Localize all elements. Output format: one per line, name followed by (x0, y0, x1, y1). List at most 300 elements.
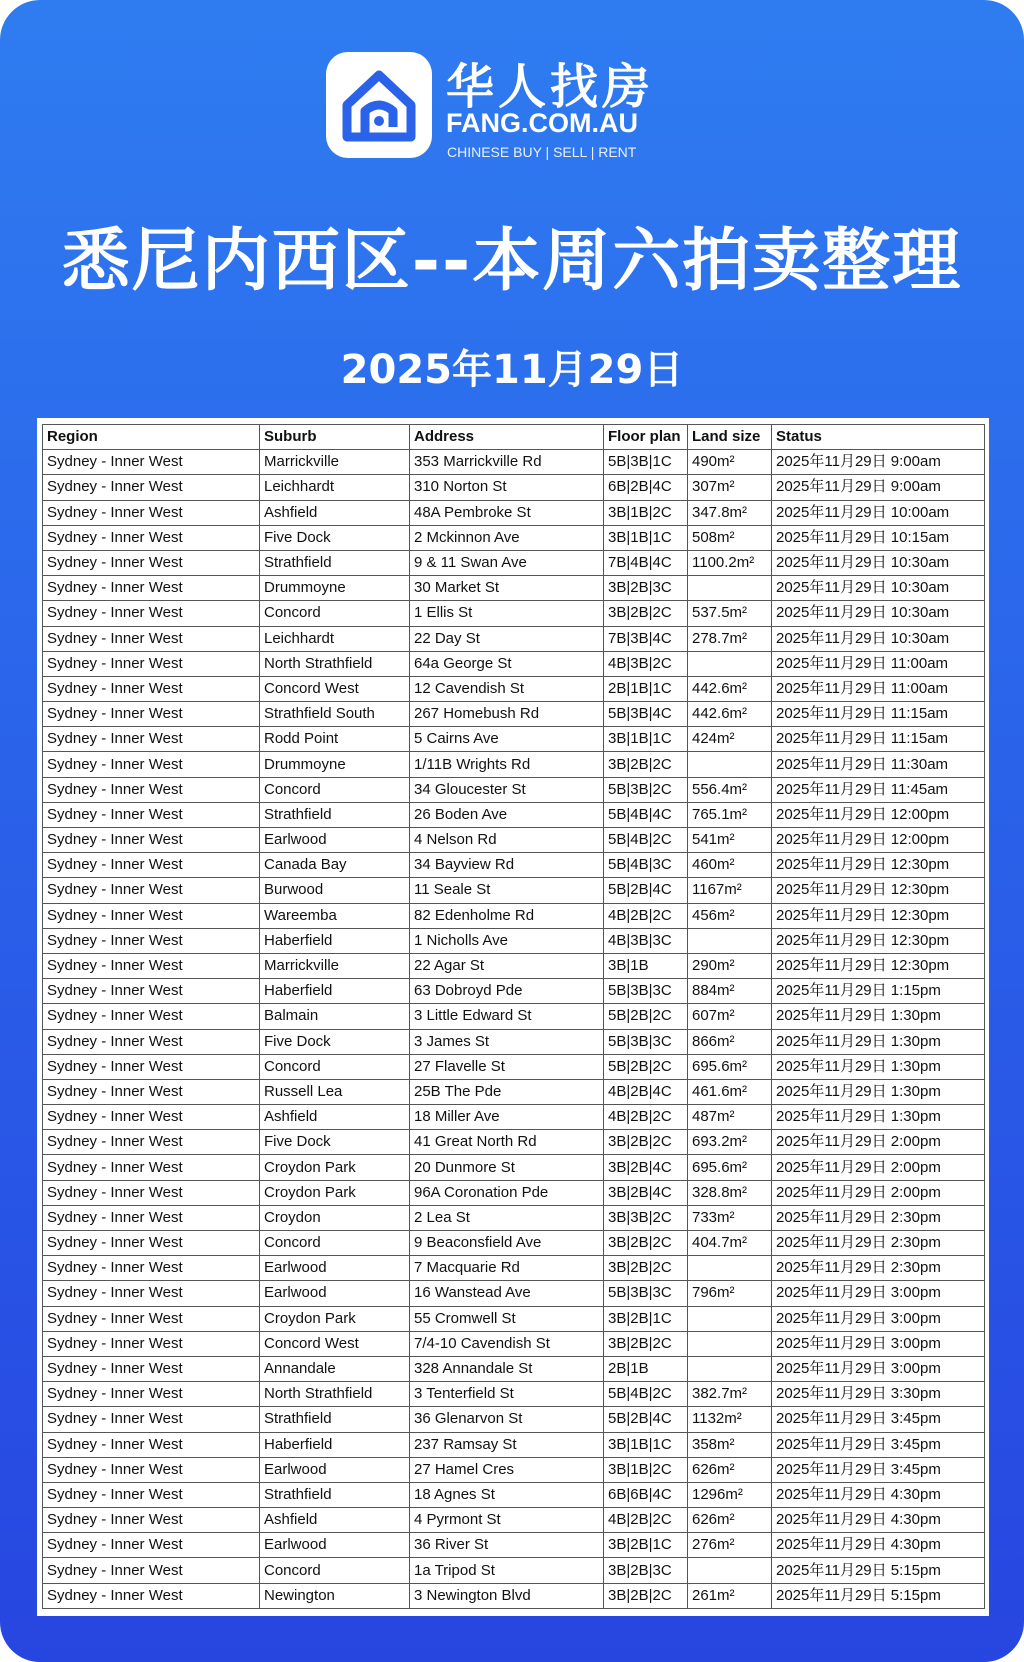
house-logo-icon (326, 52, 432, 158)
table-row (43, 1004, 985, 1029)
cell-land-size: 442.6m² (688, 676, 772, 701)
cell-suburb: Ashfield (260, 1105, 410, 1130)
cell-land-size (688, 1306, 772, 1331)
cell-region: Sydney - Inner West (43, 928, 260, 953)
cell-suburb: Concord (260, 601, 410, 626)
cell-address: 26 Boden Ave (410, 802, 604, 827)
cell-region: Sydney - Inner West (43, 1382, 260, 1407)
cell-region: Sydney - Inner West (43, 550, 260, 575)
table-row (43, 500, 985, 525)
cell-land-size: 460m² (688, 853, 772, 878)
cell-region: Sydney - Inner West (43, 727, 260, 752)
cell-floor-plan: 3B|3B|2C (604, 1205, 688, 1230)
cell-region: Sydney - Inner West (43, 1281, 260, 1306)
cell-address: 328 Annandale St (410, 1356, 604, 1381)
cell-status: 2025年11月29日 3:00pm (772, 1306, 985, 1331)
cell-region: Sydney - Inner West (43, 1155, 260, 1180)
cell-region: Sydney - Inner West (43, 1105, 260, 1130)
table-row (43, 1508, 985, 1533)
cell-land-size: 290m² (688, 953, 772, 978)
cell-land-size: 328.8m² (688, 1180, 772, 1205)
cell-land-size: 884m² (688, 979, 772, 1004)
cell-suburb: Drummoyne (260, 752, 410, 777)
cell-suburb: Marrickville (260, 953, 410, 978)
cell-suburb: Burwood (260, 878, 410, 903)
cell-status: 2025年11月29日 11:00am (772, 651, 985, 676)
cell-region: Sydney - Inner West (43, 1256, 260, 1281)
table-row (43, 1105, 985, 1130)
cell-status: 2025年11月29日 4:30pm (772, 1533, 985, 1558)
cell-region: Sydney - Inner West (43, 903, 260, 928)
cell-address: 20 Dunmore St (410, 1155, 604, 1180)
cell-land-size: 695.6m² (688, 1054, 772, 1079)
brand-tagline: CHINESE BUY | SELL | RENT (447, 144, 637, 160)
cell-region: Sydney - Inner West (43, 702, 260, 727)
cell-address: 27 Flavelle St (410, 1054, 604, 1079)
cell-suburb: Ashfield (260, 500, 410, 525)
table-row (43, 1079, 985, 1104)
table-row (43, 702, 985, 727)
cell-land-size (688, 928, 772, 953)
table-row (43, 1331, 985, 1356)
cell-suburb: Haberfield (260, 928, 410, 953)
table-row (43, 1029, 985, 1054)
cell-suburb: Balmain (260, 1004, 410, 1029)
cell-address: 2 Mckinnon Ave (410, 525, 604, 550)
cell-status: 2025年11月29日 1:30pm (772, 1079, 985, 1104)
cell-suburb: Haberfield (260, 1432, 410, 1457)
table-row (43, 802, 985, 827)
header-address: Address (410, 425, 604, 450)
cell-land-size: 866m² (688, 1029, 772, 1054)
cell-region: Sydney - Inner West (43, 1205, 260, 1230)
cell-region: Sydney - Inner West (43, 1356, 260, 1381)
cell-address: 30 Market St (410, 576, 604, 601)
cell-status: 2025年11月29日 2:00pm (772, 1130, 985, 1155)
cell-suburb: Croydon Park (260, 1155, 410, 1180)
cell-suburb: Concord (260, 777, 410, 802)
cell-suburb: Leichhardt (260, 475, 410, 500)
cell-floor-plan: 3B|2B|4C (604, 1155, 688, 1180)
table-row (43, 853, 985, 878)
cell-status: 2025年11月29日 2:30pm (772, 1231, 985, 1256)
cell-region: Sydney - Inner West (43, 1079, 260, 1104)
cell-suburb: Concord West (260, 1331, 410, 1356)
cell-suburb: Earlwood (260, 1281, 410, 1306)
cell-floor-plan: 3B|2B|2C (604, 1583, 688, 1608)
cell-status: 2025年11月29日 12:00pm (772, 802, 985, 827)
page-date: 2025年11月29日 (340, 347, 684, 393)
table-row (43, 1180, 985, 1205)
cell-region: Sydney - Inner West (43, 1432, 260, 1457)
cell-address: 36 River St (410, 1533, 604, 1558)
cell-suburb: Strathfield (260, 550, 410, 575)
cell-status: 2025年11月29日 10:00am (772, 500, 985, 525)
auction-table (42, 424, 985, 1609)
cell-floor-plan: 3B|2B|3C (604, 1558, 688, 1583)
cell-address: 353 Marrickville Rd (410, 450, 604, 475)
cell-status: 2025年11月29日 2:30pm (772, 1256, 985, 1281)
table-row (43, 1533, 985, 1558)
cell-address: 16 Wanstead Ave (410, 1281, 604, 1306)
cell-floor-plan: 5B|3B|2C (604, 777, 688, 802)
cell-region: Sydney - Inner West (43, 752, 260, 777)
cell-status: 2025年11月29日 3:00pm (772, 1331, 985, 1356)
brand-name-en: FANG.COM.AU (446, 108, 638, 138)
cell-region: Sydney - Inner West (43, 1457, 260, 1482)
cell-land-size (688, 1558, 772, 1583)
page-title: 悉尼内西区--本周六拍卖整理 (61, 222, 963, 301)
table-row (43, 676, 985, 701)
table-row (43, 828, 985, 853)
cell-address: 55 Cromwell St (410, 1306, 604, 1331)
header-land-size: Land size (688, 425, 772, 450)
cell-suburb: Concord (260, 1231, 410, 1256)
cell-land-size: 456m² (688, 903, 772, 928)
table-row (43, 878, 985, 903)
cell-status: 2025年11月29日 10:30am (772, 576, 985, 601)
cell-region: Sydney - Inner West (43, 802, 260, 827)
cell-address: 7 Macquarie Rd (410, 1256, 604, 1281)
cell-land-size: 261m² (688, 1583, 772, 1608)
cell-status: 2025年11月29日 3:45pm (772, 1407, 985, 1432)
table-row (43, 953, 985, 978)
table-row (43, 727, 985, 752)
cell-status: 2025年11月29日 4:30pm (772, 1482, 985, 1507)
cell-floor-plan: 3B|2B|2C (604, 1256, 688, 1281)
table-row (43, 1231, 985, 1256)
cell-status: 2025年11月29日 3:45pm (772, 1432, 985, 1457)
table-row (43, 1130, 985, 1155)
cell-land-size: 556.4m² (688, 777, 772, 802)
cell-region: Sydney - Inner West (43, 1180, 260, 1205)
brand-name-cn: 华人找房 (446, 59, 655, 115)
cell-suburb: Newington (260, 1583, 410, 1608)
cell-address: 3 Tenterfield St (410, 1382, 604, 1407)
cell-suburb: Croydon Park (260, 1306, 410, 1331)
cell-floor-plan: 5B|4B|3C (604, 853, 688, 878)
cell-address: 25B The Pde (410, 1079, 604, 1104)
cell-address: 1/11B Wrights Rd (410, 752, 604, 777)
cell-address: 310 Norton St (410, 475, 604, 500)
cell-region: Sydney - Inner West (43, 1331, 260, 1356)
cell-land-size: 307m² (688, 475, 772, 500)
cell-suburb: Strathfield (260, 1407, 410, 1432)
cell-address: 41 Great North Rd (410, 1130, 604, 1155)
cell-floor-plan: 7B|4B|4C (604, 550, 688, 575)
cell-floor-plan: 4B|2B|2C (604, 1508, 688, 1533)
table-row (43, 601, 985, 626)
cell-region: Sydney - Inner West (43, 1130, 260, 1155)
cell-address: 1 Nicholls Ave (410, 928, 604, 953)
cell-status: 2025年11月29日 11:15am (772, 727, 985, 752)
table-row (43, 979, 985, 1004)
cell-floor-plan: 5B|4B|2C (604, 828, 688, 853)
cell-land-size: 404.7m² (688, 1231, 772, 1256)
cell-address: 5 Cairns Ave (410, 727, 604, 752)
table-row (43, 626, 985, 651)
cell-land-size: 626m² (688, 1457, 772, 1482)
cell-suburb: North Strathfield (260, 1382, 410, 1407)
cell-suburb: Earlwood (260, 1533, 410, 1558)
cell-floor-plan: 5B|3B|1C (604, 450, 688, 475)
cell-suburb: Leichhardt (260, 626, 410, 651)
table-row (43, 928, 985, 953)
cell-status: 2025年11月29日 10:30am (772, 626, 985, 651)
cell-suburb: Five Dock (260, 525, 410, 550)
cell-address: 9 Beaconsfield Ave (410, 1231, 604, 1256)
table-row (43, 1457, 985, 1482)
cell-suburb: Strathfield South (260, 702, 410, 727)
table-row (43, 576, 985, 601)
cell-suburb: Five Dock (260, 1130, 410, 1155)
cell-floor-plan: 3B|2B|2C (604, 601, 688, 626)
cell-address: 96A Coronation Pde (410, 1180, 604, 1205)
cell-status: 2025年11月29日 12:30pm (772, 853, 985, 878)
cell-region: Sydney - Inner West (43, 979, 260, 1004)
cell-floor-plan: 4B|2B|2C (604, 1105, 688, 1130)
cell-status: 2025年11月29日 1:30pm (772, 1029, 985, 1054)
cell-status: 2025年11月29日 11:45am (772, 777, 985, 802)
table-row (43, 1558, 985, 1583)
table-row (43, 1583, 985, 1608)
table-row (43, 525, 985, 550)
cell-status: 2025年11月29日 12:30pm (772, 878, 985, 903)
cell-region: Sydney - Inner West (43, 878, 260, 903)
cell-address: 3 James St (410, 1029, 604, 1054)
cell-address: 4 Pyrmont St (410, 1508, 604, 1533)
cell-suburb: Strathfield (260, 802, 410, 827)
table-row (43, 777, 985, 802)
cell-floor-plan: 5B|2B|4C (604, 878, 688, 903)
header-status: Status (772, 425, 985, 450)
table-row (43, 1382, 985, 1407)
cell-floor-plan: 3B|1B|2C (604, 500, 688, 525)
cell-status: 2025年11月29日 5:15pm (772, 1558, 985, 1583)
cell-region: Sydney - Inner West (43, 1508, 260, 1533)
cell-address: 267 Homebush Rd (410, 702, 604, 727)
table-row (43, 903, 985, 928)
table-row (43, 1256, 985, 1281)
cell-suburb: Strathfield (260, 1482, 410, 1507)
table-row (43, 1155, 985, 1180)
table-row (43, 1281, 985, 1306)
cell-floor-plan: 3B|1B|1C (604, 727, 688, 752)
cell-status: 2025年11月29日 12:00pm (772, 828, 985, 853)
cell-region: Sydney - Inner West (43, 1482, 260, 1507)
cell-address: 237 Ramsay St (410, 1432, 604, 1457)
cell-region: Sydney - Inner West (43, 475, 260, 500)
cell-address: 63 Dobroyd Pde (410, 979, 604, 1004)
table-header-row (43, 425, 985, 450)
cell-suburb: Earlwood (260, 1256, 410, 1281)
cell-floor-plan: 5B|2B|2C (604, 1054, 688, 1079)
cell-address: 1a Tripod St (410, 1558, 604, 1583)
cell-suburb: Five Dock (260, 1029, 410, 1054)
table-row (43, 1407, 985, 1432)
cell-floor-plan: 2B|1B|1C (604, 676, 688, 701)
brand-logo (326, 52, 706, 162)
cell-floor-plan: 6B|6B|4C (604, 1482, 688, 1507)
cell-region: Sydney - Inner West (43, 601, 260, 626)
cell-floor-plan: 4B|2B|2C (604, 903, 688, 928)
cell-land-size: 693.2m² (688, 1130, 772, 1155)
cell-region: Sydney - Inner West (43, 1583, 260, 1608)
cell-land-size: 358m² (688, 1432, 772, 1457)
cell-floor-plan: 3B|1B|1C (604, 525, 688, 550)
cell-land-size: 626m² (688, 1508, 772, 1533)
cell-address: 22 Day St (410, 626, 604, 651)
header-region: Region (43, 425, 260, 450)
cell-status: 2025年11月29日 10:30am (772, 550, 985, 575)
cell-region: Sydney - Inner West (43, 777, 260, 802)
cell-status: 2025年11月29日 5:15pm (772, 1583, 985, 1608)
cell-land-size: 537.5m² (688, 601, 772, 626)
cell-address: 34 Gloucester St (410, 777, 604, 802)
cell-suburb: Canada Bay (260, 853, 410, 878)
cell-floor-plan: 5B|2B|2C (604, 1004, 688, 1029)
cell-land-size: 347.8m² (688, 500, 772, 525)
cell-land-size: 541m² (688, 828, 772, 853)
cell-land-size: 490m² (688, 450, 772, 475)
cell-suburb: North Strathfield (260, 651, 410, 676)
cell-address: 3 Little Edward St (410, 1004, 604, 1029)
cell-suburb: Drummoyne (260, 576, 410, 601)
cell-land-size: 276m² (688, 1533, 772, 1558)
cell-region: Sydney - Inner West (43, 1558, 260, 1583)
cell-floor-plan: 3B|2B|4C (604, 1180, 688, 1205)
cell-land-size (688, 1356, 772, 1381)
cell-floor-plan: 5B|3B|3C (604, 979, 688, 1004)
cell-region: Sydney - Inner West (43, 576, 260, 601)
cell-region: Sydney - Inner West (43, 450, 260, 475)
cell-region: Sydney - Inner West (43, 1029, 260, 1054)
cell-floor-plan: 5B|3B|3C (604, 1029, 688, 1054)
cell-suburb: Haberfield (260, 979, 410, 1004)
cell-status: 2025年11月29日 9:00am (772, 475, 985, 500)
cell-region: Sydney - Inner West (43, 500, 260, 525)
cell-suburb: Earlwood (260, 1457, 410, 1482)
table-row (43, 1054, 985, 1079)
cell-address: 27 Hamel Cres (410, 1457, 604, 1482)
cell-land-size: 508m² (688, 525, 772, 550)
cell-status: 2025年11月29日 11:00am (772, 676, 985, 701)
cell-address: 7/4-10 Cavendish St (410, 1331, 604, 1356)
cell-suburb: Rodd Point (260, 727, 410, 752)
cell-address: 4 Nelson Rd (410, 828, 604, 853)
cell-land-size: 442.6m² (688, 702, 772, 727)
table-row (43, 1205, 985, 1230)
cell-address: 9 & 11 Swan Ave (410, 550, 604, 575)
cell-land-size: 424m² (688, 727, 772, 752)
cell-status: 2025年11月29日 10:15am (772, 525, 985, 550)
cell-status: 2025年11月29日 12:30pm (772, 928, 985, 953)
cell-status: 2025年11月29日 11:15am (772, 702, 985, 727)
cell-address: 12 Cavendish St (410, 676, 604, 701)
cell-floor-plan: 3B|2B|2C (604, 1130, 688, 1155)
cell-status: 2025年11月29日 3:00pm (772, 1356, 985, 1381)
cell-address: 64a George St (410, 651, 604, 676)
cell-suburb: Croydon Park (260, 1180, 410, 1205)
table-row (43, 1356, 985, 1381)
cell-address: 82 Edenholme Rd (410, 903, 604, 928)
header-suburb: Suburb (260, 425, 410, 450)
cell-land-size: 695.6m² (688, 1155, 772, 1180)
cell-address: 34 Bayview Rd (410, 853, 604, 878)
cell-floor-plan: 5B|3B|3C (604, 1281, 688, 1306)
cell-address: 22 Agar St (410, 953, 604, 978)
table-row (43, 475, 985, 500)
cell-address: 18 Agnes St (410, 1482, 604, 1507)
cell-status: 2025年11月29日 4:30pm (772, 1508, 985, 1533)
cell-floor-plan: 4B|2B|4C (604, 1079, 688, 1104)
cell-address: 18 Miller Ave (410, 1105, 604, 1130)
cell-floor-plan: 3B|2B|2C (604, 1331, 688, 1356)
cell-address: 48A Pembroke St (410, 500, 604, 525)
cell-region: Sydney - Inner West (43, 676, 260, 701)
cell-floor-plan: 5B|4B|4C (604, 802, 688, 827)
cell-status: 2025年11月29日 10:30am (772, 601, 985, 626)
cell-land-size: 382.7m² (688, 1382, 772, 1407)
cell-land-size: 796m² (688, 1281, 772, 1306)
table-row (43, 550, 985, 575)
table-row (43, 651, 985, 676)
cell-floor-plan: 5B|2B|4C (604, 1407, 688, 1432)
cell-land-size (688, 1331, 772, 1356)
cell-floor-plan: 3B|2B|1C (604, 1306, 688, 1331)
cell-status: 2025年11月29日 3:45pm (772, 1457, 985, 1482)
cell-region: Sydney - Inner West (43, 651, 260, 676)
cell-address: 1 Ellis St (410, 601, 604, 626)
cell-floor-plan: 3B|1B (604, 953, 688, 978)
cell-status: 2025年11月29日 1:30pm (772, 1054, 985, 1079)
cell-floor-plan: 4B|3B|2C (604, 651, 688, 676)
cell-land-size: 278.7m² (688, 626, 772, 651)
cell-suburb: Earlwood (260, 828, 410, 853)
cell-floor-plan: 3B|2B|3C (604, 576, 688, 601)
table-row (43, 450, 985, 475)
cell-region: Sydney - Inner West (43, 953, 260, 978)
cell-suburb: Wareemba (260, 903, 410, 928)
cell-land-size: 1167m² (688, 878, 772, 903)
cell-land-size: 607m² (688, 1004, 772, 1029)
cell-land-size: 1100.2m² (688, 550, 772, 575)
table-row (43, 1482, 985, 1507)
cell-land-size: 765.1m² (688, 802, 772, 827)
cell-land-size (688, 576, 772, 601)
cell-floor-plan: 7B|3B|4C (604, 626, 688, 651)
cell-floor-plan: 3B|2B|1C (604, 1533, 688, 1558)
cell-suburb: Annandale (260, 1356, 410, 1381)
table-row (43, 1432, 985, 1457)
cell-region: Sydney - Inner West (43, 626, 260, 651)
table-row (43, 1306, 985, 1331)
cell-land-size: 1132m² (688, 1407, 772, 1432)
cell-land-size: 461.6m² (688, 1079, 772, 1104)
cell-region: Sydney - Inner West (43, 828, 260, 853)
cell-status: 2025年11月29日 2:00pm (772, 1180, 985, 1205)
cell-suburb: Concord West (260, 676, 410, 701)
cell-floor-plan: 3B|2B|2C (604, 752, 688, 777)
cell-status: 2025年11月29日 9:00am (772, 450, 985, 475)
cell-region: Sydney - Inner West (43, 1533, 260, 1558)
cell-floor-plan: 3B|1B|1C (604, 1432, 688, 1457)
cell-floor-plan: 3B|1B|2C (604, 1457, 688, 1482)
cell-status: 2025年11月29日 1:30pm (772, 1105, 985, 1130)
cell-land-size: 1296m² (688, 1482, 772, 1507)
cell-status: 2025年11月29日 12:30pm (772, 903, 985, 928)
header-floor-plan: Floor plan (604, 425, 688, 450)
